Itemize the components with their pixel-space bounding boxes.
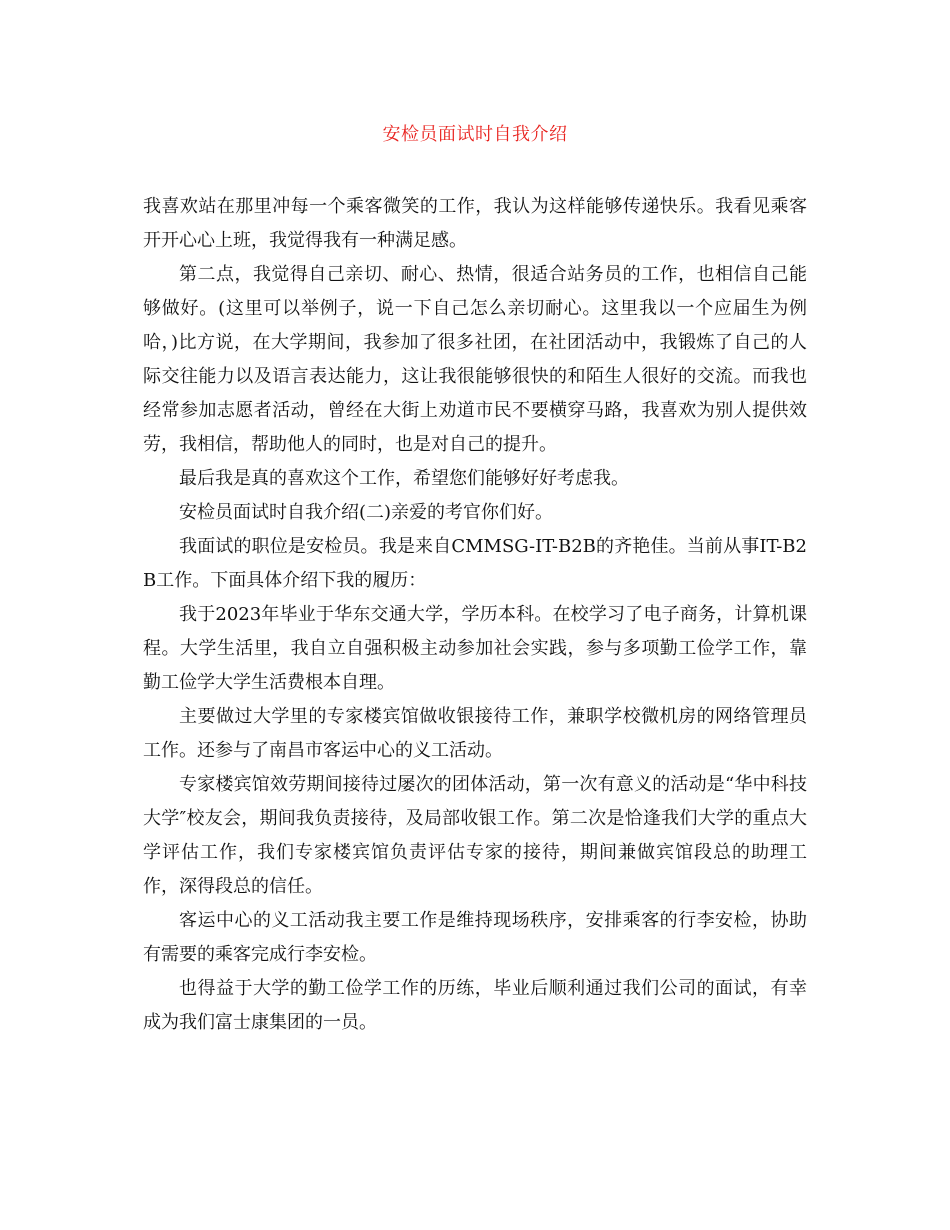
- document-body: [143, 190, 807, 1040]
- paragraph: 主要做过大学里的专家楼宾馆做收银接待工作，兼职学校微机房的网络管理员工作。还参与了南昌市客运中心的义工活动。: [143, 706, 807, 761]
- paragraph: 也得益于大学的勤工俭学工作的历练，毕业后顺利通过我们公司的面试，有幸成为我们富士康集团的一员。: [143, 978, 807, 1033]
- paragraph: 专家楼宾馆效劳期间接待过屡次的团体活动，第一次有意义的活动是“华中科技大学″校友会，期间我负责接待，及局部收银工作。第二次是恰逢我们大学的重点大学评估工作，我们专家楼宾馆负责评估专家的接待，期间兼做宾馆段总的助理工作，深得段总的信任。: [143, 774, 807, 897]
- paragraph: 我于2023年毕业于华东交通大学，学历本科。在校学习了电子商务，计算机课程。大学生活里，我自立自强积极主动参加社会实践，参与多项勤工俭学工作，靠勤工俭学大学生活费根本自理。: [143, 604, 807, 693]
- paragraph: 我面试的职位是安检员。我是来自CMMSG-IT-B2B的齐艳佳。当前从事IT-B2B工作。下面具体介绍下我的履历：: [143, 536, 807, 591]
- document-title: 安检员面试时自我介绍: [382, 124, 568, 145]
- paragraph: 客运中心的义工活动我主要工作是维持现场秩序，安排乘客的行李安检，协助有需要的乘客完成行李安检。: [143, 910, 807, 965]
- paragraph: 我喜欢站在那里冲每一个乘客微笑的工作，我认为这样能够传递快乐。我看见乘客开开心心上班，我觉得我有一种满足感。: [143, 196, 807, 251]
- paragraph: 第二点，我觉得自己亲切、耐心、热情，很适合站务员的工作，也相信自己能够做好。(这里可以举例子，说一下自己怎么亲切耐心。这里我以一个应届生为例哈，)比方说，在大学期间，我参加了很多社团，在社团活动中，我锻炼了自己的人际交往能力以及语言表达能力，这让我很能够很快的和陌生人很好的交流。而我也经常参加志愿者活动，曾经在大街上劝道市民不要横穿马路，我喜欢为别人提供效劳，我相信，帮助他人的同时，也是对自己的提升。: [143, 264, 807, 455]
- paragraph: 安检员面试时自我介绍(二)亲爱的考官你们好。: [179, 502, 554, 523]
- paragraph: 最后我是真的喜欢这个工作，希望您们能够好好考虑我。: [179, 468, 629, 489]
